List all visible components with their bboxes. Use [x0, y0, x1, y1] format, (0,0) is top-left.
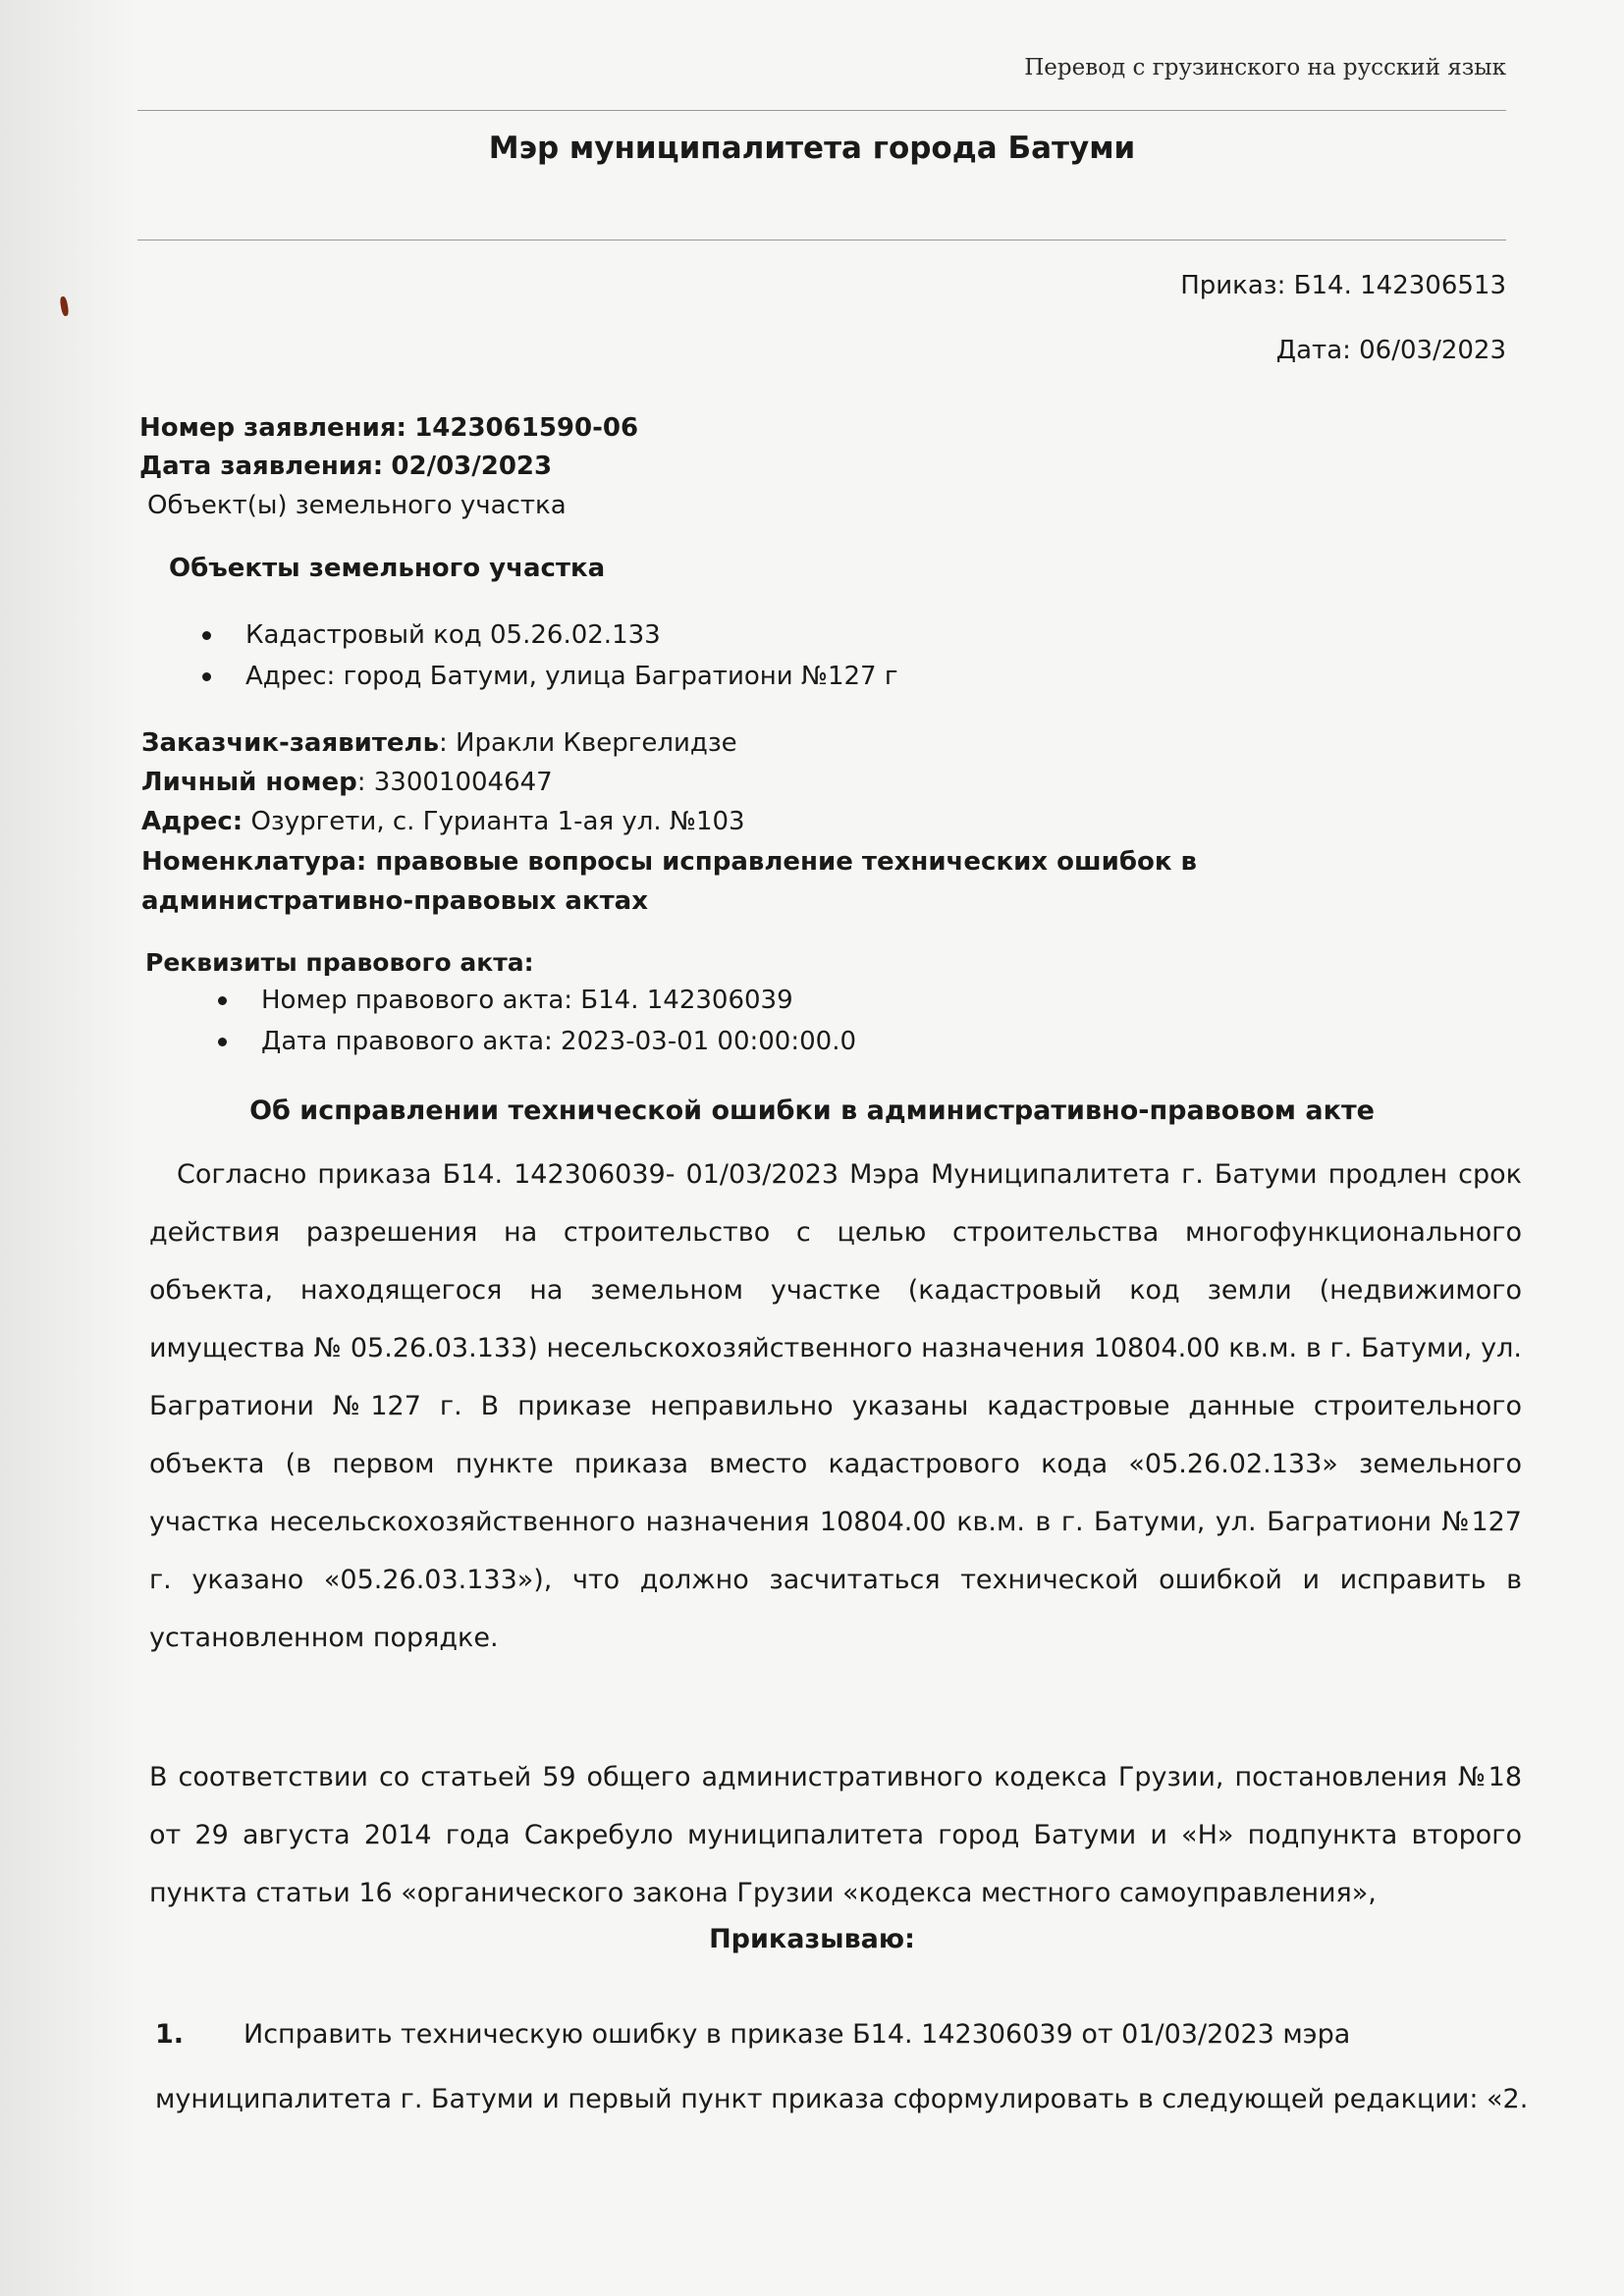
item-text: Исправить техническую ошибку в приказе Б14. 142306039 от 01/03/2023 мэра муниципалитета г. Батуми и первый пункт приказа сформулировать в следующей редакции: «2.	[155, 2019, 1529, 2114]
customer-label: Заказчик-заявитель	[141, 728, 440, 758]
personal-id-label: Личный номер	[141, 768, 357, 797]
application-number-value: 1423061590-06	[414, 413, 639, 443]
application-date-value: 02/03/2023	[391, 452, 553, 481]
order-date: Дата: 06/03/2023	[1275, 336, 1506, 365]
divider-top	[137, 110, 1506, 111]
page-title: Мэр муниципалитета города Батуми	[488, 131, 1136, 166]
item-number: 1.	[155, 2019, 185, 2050]
land-objects-list	[196, 614, 898, 697]
list-item: Адрес: город Батуми, улица Багратиони №127 г	[196, 656, 898, 697]
applicant-address	[141, 807, 745, 836]
personal-id-value: : 33001004647	[356, 768, 553, 797]
nomenclature-value: правовые вопросы исправление технических ошибок в административно-правовых актах	[141, 847, 1197, 916]
list-item: Номер правового акта: Б14. 142306039	[212, 980, 856, 1021]
list-item: Дата правового акта: 2023-03-01 00:00:00.0	[212, 1021, 856, 1062]
legal-act-list	[212, 980, 856, 1062]
legal-act-heading: Реквизиты правового акта:	[145, 948, 534, 977]
paragraph-legal-basis: В соответствии со статьей 59 общего административного кодекса Грузии, постановления №18 от 29 августа 2014 года Сакребуло муниципалитета город Батуми и «Н» подпункта второго пункта статьи 16 «органического закона Грузии «кодекса местного самоуправления»,	[149, 1762, 1522, 1908]
decree-heading: Приказываю:	[709, 1924, 915, 1954]
document-subject: Об исправлении технической ошибки в административно-правовом акте	[249, 1095, 1375, 1126]
translation-note: Перевод с грузинского на русский язык	[1024, 55, 1506, 80]
customer-value: : Иракли Квергелидзе	[439, 728, 737, 758]
application-date	[139, 452, 552, 481]
paragraph-reasoning: Согласно приказа Б14. 142306039- 01/03/2023 Мэра Муниципалитета г. Батуми продлен срок действия разрешения на строительство с целью строительства многофункционального объекта, находящегося на земельном участке (кадастровый код земли (недвижимого имущества № 05.26.03.133) несельскохозяйственного назначения 10804.00 кв.м. в г. Батуми, ул. Багратиони №127 г. В приказе неправильно указаны кадастровые данные строительного объекта (в первом пункте приказа вместо кадастрового кода «05.26.02.133» земельного участка несельскохозяйственного назначения 10804.00 кв.м. в г. Батуми, ул. Багратиони №127 г. указано «05.26.03.133»), что должно засчитаться технической ошибкой и исправить в установленном порядке.	[149, 1159, 1522, 1653]
address-value: Озургети, с. Гурианта 1-ая ул. №103	[243, 807, 745, 836]
order-number: Приказ: Б14. 142306513	[1180, 271, 1506, 300]
nomenclature	[141, 842, 1457, 921]
application-number	[139, 413, 638, 443]
application-date-label: Дата заявления:	[139, 452, 384, 481]
personal-id	[141, 768, 553, 797]
nomenclature-label: Номенклатура:	[141, 847, 367, 877]
application-number-label: Номер заявления:	[139, 413, 406, 443]
list-item: Кадастровый код 05.26.02.133	[196, 614, 898, 656]
customer	[141, 728, 737, 758]
land-objects-line: Объект(ы) земельного участка	[147, 491, 567, 520]
land-objects-heading: Объекты земельного участка	[169, 554, 606, 583]
decree-item-1	[155, 2002, 1530, 2132]
address-label: Адрес:	[141, 807, 244, 836]
